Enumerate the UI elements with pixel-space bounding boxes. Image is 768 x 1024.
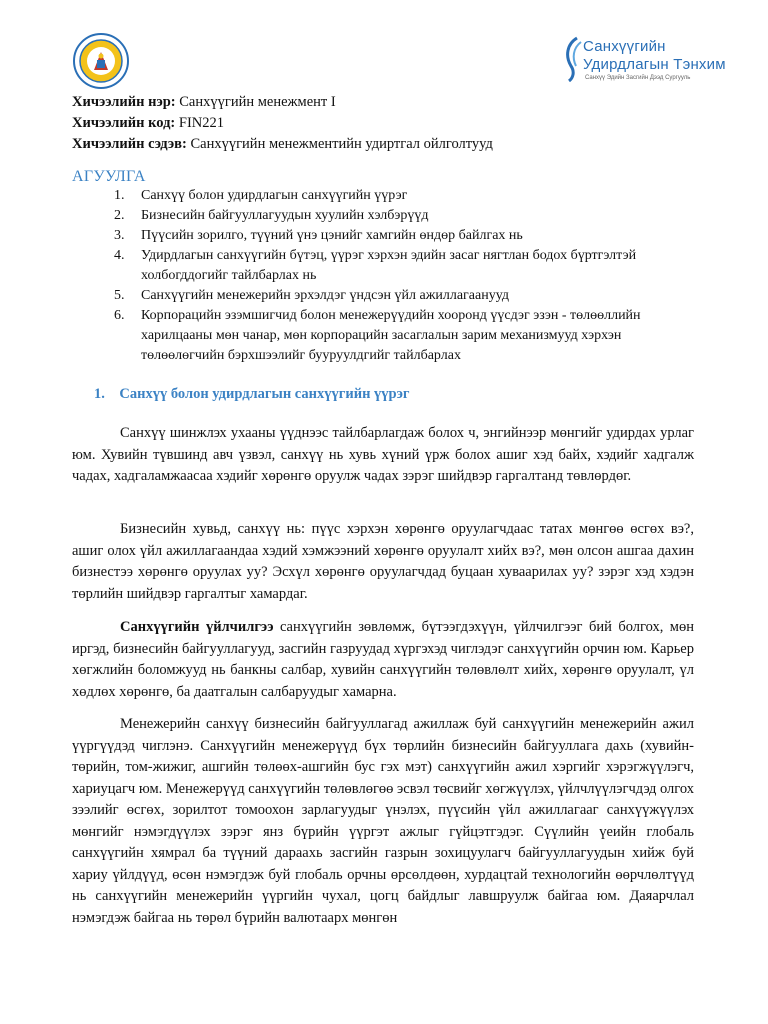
course-name: Санхүүгийн менежмент I (175, 94, 336, 110)
section-number: 1. (94, 386, 105, 402)
course-topic: Санхүүгийн менежментийн удиртгал ойлголтууд (186, 136, 493, 152)
logo-line-2: Удирдлагын Тэнхим (583, 56, 726, 73)
section-heading (94, 386, 409, 403)
toc-item-text: Пүүсийн зорилго, түүний үнэ цэнийг хамгийн өндөр байлгах нь (141, 228, 523, 243)
paragraph-text: санхүүгийн зөвлөмж, бүтээгдэхүүн, үйлчилгээг бий болгох, мөн иргэд, бизнесийн байгууллагууд, засгийн газруудад хүргэхэд чиглэдэг санхүүгийн орчин юм. Карьер хөгжлийн боломжууд нь банкны салбар, хувийн санхүүгийн төлөвлөлт хийх, хөрөнгө оруулалт, үл хөдлөх хөрөнгө, ба даатгалын салбаруудыг хамарна. (72, 619, 694, 700)
course-code-label: Хичээлийн код: (72, 115, 176, 131)
section-title: Санхүү болон удирдлагын санхүүгийн үүрэг (119, 386, 410, 402)
toc-item-text: Санхүү болон удирдлагын санхүүгийн үүрэг (141, 188, 408, 203)
paragraph: Менежерийн санхүү бизнесийн байгууллагад ажиллаж буй санхүүгийн менежерийн ажил үүргүүдэд чиглэнэ. Санхүүгийн менежерүүд бүх төрлийн бизнесийн байгууллага дахь (хувийн-төрийн, том-жижиг, ашгийн төлөөх-ашгийн бус гэх мэт) санхүүгийн ажил хэргийг хэрэгжүүлэгч, хариуцагч юм. Менежерүүд санхүүгийн төлөвлөгөө эсвэл төсвийг хөгжүүлэх, үйлчлүүлэгчдэд олгох зээлийг өсгөх, зорилтот томоохон зарлагуудыг үнэлэх, пүүсийн үйл ажиллагааг санхүүжүүлэх мөнгийг нэмэгдүүлэх зэрэг янз бүрийн үүргэт ажлыг гүйцэтгэдэг. Сүүлийн үеийн глобаль санхүүгийн хямрал ба түүний дараахь засгийн газрын зохицуулагч байгууллагуудын хийж буй хариу үйлдүүд, өсөн нэмэгдэж буй глобаль орчны өрсөлдөөн, хурдацтай технологийн өөрчлөлтүүд нь санхүүгийн менежерийн үүргийн чухал, цогц байдлыг лавшруулж байгаа юм. Даяарчлал нэмэгдэж байгаа нь төрөл бүрийн валютаарх мөнгөн (72, 716, 694, 926)
toc-title: АГУУЛГА (72, 168, 146, 185)
course-name-row (72, 92, 702, 113)
toc-item (114, 286, 704, 306)
university-seal-logo (72, 32, 130, 90)
course-code: FIN221 (175, 115, 225, 131)
logo-tagline: Санхүү Эдийн Засгийн Дээд Сургууль (585, 75, 691, 81)
toc-item-text: Санхүүгийн менежерийн эрхэлдэг үндсэн үйл ажиллагаанууд (141, 288, 509, 303)
course-topic-row (72, 134, 702, 155)
logo-line-1: Санхүүгийн (583, 38, 666, 55)
toc-item-number: 3. (114, 228, 125, 243)
toc-list (114, 186, 704, 366)
department-logo (563, 36, 726, 90)
toc-item (114, 186, 704, 206)
toc-item-number: 6. (114, 308, 125, 323)
toc-item-number: 4. (114, 248, 125, 263)
toc-item-text: Бизнесийн байгууллагуудын хуулийн хэлбэрүүд (141, 208, 429, 223)
toc-item (114, 306, 704, 366)
paragraph (72, 617, 694, 703)
toc-item-text: Корпорацийн эзэмшигчид болон менежерүүдийн хооронд үүсдэг эзэн - төлөөллийн харилцааны мөн чанар, мөн корпорацийн засаглалын зарим механизмууд хэрхэн төлөөлөгчийн бэрхшээлийг бууруулдгийг тайлбарлах (141, 308, 641, 363)
toc-item (114, 246, 704, 286)
paragraph: Санхүү шинжлэх ухааны үүднээс тайлбарлагдаж болох ч, энгийнээр мөнгийг удирдах урлаг юм. Хувийн түвшинд авч үзвэл, санхүү нь хувь хүний үрж болох ашиг хэд байх, хэдийг хадгалж чадах, хадгаламжаасаа хэдийг хөрөнгө оруулж чадах зэрэг шийдвэр гаргалтанд төвлөрдөг. (72, 425, 694, 484)
toc-item-number: 5. (114, 288, 125, 303)
toc-item-text: Удирдлагын санхүүгийн бүтэц, үүрэг хэрхэн эдийн засаг нягтлан бодох бүртгэлтэй холбогддогийг тайлбарлах нь (141, 248, 637, 283)
swirl-icon (563, 36, 583, 82)
course-meta (72, 92, 702, 155)
course-name-label: Хичээлийн нэр: (72, 94, 176, 110)
paragraph: Бизнесийн хувьд, санхүү нь: пүүс хэрхэн хөрөнгө оруулагчдаас татах мөнгөө өсгөх вэ?, ашиг олох үйл ажиллагаандаа хэдий хэмжээний хөрөнгө оруулалт хийх вэ?, мөн олсон ашгаа дахин бизнестээ хөрөнгө оруулах уу? Эсхүл хөрөнгө оруулагчдад буцаан хуваарилах уу? зэрэг хэд хэдэн төрлийн шийдвэр гаргалтыг хамардаг. (72, 521, 694, 602)
toc-item-number: 1. (114, 188, 125, 203)
toc-item-number: 2. (114, 208, 125, 223)
toc-item (114, 226, 704, 246)
course-topic-label: Хичээлийн сэдэв: (72, 136, 187, 152)
paragraph-bold-term: Санхүүгийн үйлчилгээ (120, 619, 274, 635)
toc-item (114, 206, 704, 226)
course-code-row (72, 113, 702, 134)
